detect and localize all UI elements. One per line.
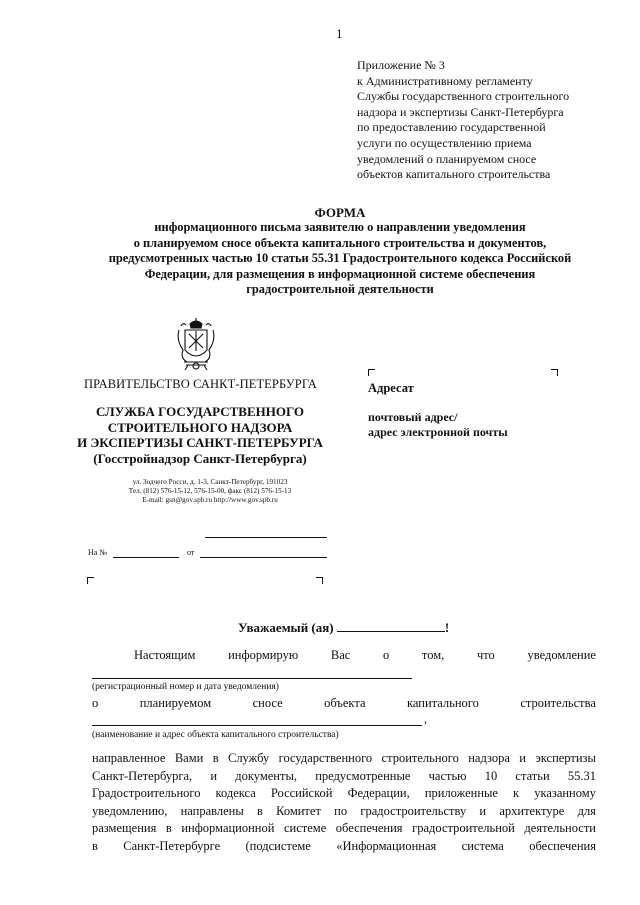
word: (подсистеме <box>245 838 311 853</box>
contact-email: E-mail: gsn@gov.spb.ru http://www.gov.spb.ru <box>142 496 278 504</box>
word: что <box>476 648 495 662</box>
word: документы, <box>235 768 297 783</box>
word: архитектуре <box>499 803 565 818</box>
number-label: На № <box>88 548 107 557</box>
corner-bracket <box>551 369 558 376</box>
word: надзора <box>468 751 510 765</box>
number-blank <box>113 557 179 558</box>
word: о <box>382 648 390 662</box>
word: Вами <box>174 751 204 765</box>
word: Санкт-Петербурге <box>123 838 221 853</box>
appendix-line: надзора и экспертизы Санкт-Петербурга <box>357 104 564 119</box>
word: размещения <box>92 821 157 836</box>
caption-object: (наименование и адрес объекта капитального строительства) <box>92 730 339 740</box>
from-label: от <box>187 548 195 557</box>
corner-bracket <box>87 577 94 584</box>
form-title-line: информационного письма заявителю о направлении уведомления <box>154 220 526 235</box>
word: 10 <box>484 768 498 783</box>
form-heading: ФОРМА <box>314 205 366 220</box>
appendix-line: по предоставлению государственной <box>357 120 546 135</box>
word: кодекса <box>215 786 256 801</box>
word: частью <box>428 768 467 783</box>
salutation-text: Уважаемый (ая) <box>238 620 334 635</box>
word: и <box>479 803 487 818</box>
word: планируемом <box>139 696 212 710</box>
word: градостроительной <box>412 821 515 836</box>
appendix-line: объектов капитального строительства <box>357 167 551 182</box>
paragraph-line <box>92 838 596 856</box>
word: Настоящим <box>134 648 196 662</box>
form-title-line: предусмотренных частью 10 статьи 55.31 Градостроительного кодекса Российской <box>108 251 572 266</box>
word: статьи <box>515 768 550 783</box>
form-title <box>60 205 620 297</box>
paragraph-line <box>92 768 596 786</box>
government-name: ПРАВИТЕЛЬСТВО САНКТ-ПЕТЕРБУРГА <box>84 377 317 391</box>
word: «Информационная <box>336 838 437 853</box>
appendix-line: услуги по осуществлению приема <box>357 135 532 150</box>
word: градостроительству <box>360 803 467 818</box>
word: Санкт-Петербурга, <box>92 768 193 783</box>
word: направлены <box>180 803 244 818</box>
word: строительного <box>381 751 459 765</box>
corner-bracket <box>368 369 375 376</box>
object-line-comma: , <box>424 712 428 726</box>
form-title-line: о планируемом сносе объекта капитального строительства и документов, <box>133 235 547 250</box>
contact-address: ул. Зодчего Росси, д. 1-3, Санкт-Петербург, 191023 <box>132 478 288 486</box>
service-line: И ЭКСПЕРТИЗЫ САНКТ-ПЕТЕРБУРГА <box>77 435 323 450</box>
word: к <box>513 786 520 801</box>
postal-address-label: почтовый адрес/ <box>368 410 458 424</box>
salutation <box>238 620 449 636</box>
caption-registration: (регистрационный номер и дата уведомления) <box>92 682 279 692</box>
word: направленное <box>92 751 166 765</box>
word: системе <box>283 821 327 836</box>
body-paragraph <box>92 750 596 856</box>
word: объекта <box>324 696 366 710</box>
word: информационной <box>181 821 275 836</box>
word: Службу <box>228 751 270 765</box>
paragraph-line <box>92 785 596 803</box>
word: указанному <box>534 786 596 801</box>
word: и <box>210 768 218 783</box>
st-petersburg-coat-of-arms-icon <box>176 318 216 372</box>
word: экспертизы <box>535 751 596 765</box>
registration-number-blank <box>92 678 412 679</box>
word: Федерации, <box>347 786 410 801</box>
page-number: 1 <box>336 26 343 41</box>
service-line: (Госстройнадзор Санкт-Петербурга) <box>93 450 307 466</box>
paragraph-line <box>92 750 596 768</box>
object-name-blank <box>92 725 422 726</box>
word: обеспечения <box>335 821 403 836</box>
word: в <box>212 751 219 765</box>
service-name <box>70 404 330 466</box>
word: деятельности <box>524 821 596 836</box>
word: в <box>92 838 98 853</box>
word: информирую <box>228 648 299 662</box>
salutation-exclamation: ! <box>444 620 450 635</box>
word: уведомлению, <box>92 803 168 818</box>
word: сносе <box>252 696 283 710</box>
appendix-line: уведомлений о планируемом сносе <box>357 151 537 166</box>
addressee-title: Адресат <box>368 381 414 395</box>
word: Комитет <box>276 803 321 818</box>
paragraph-line <box>92 803 596 821</box>
word: предусмотренные <box>315 768 411 783</box>
word: по <box>334 803 348 818</box>
service-line: СЛУЖБА ГОСУДАРСТВЕННОГО <box>95 404 305 419</box>
word: 55.31 <box>567 768 596 783</box>
form-title-line: градостроительной деятельности <box>246 282 434 297</box>
addressee-details <box>368 410 508 439</box>
appendix-line: Службы государственного строительного <box>357 89 570 104</box>
word: приложенные <box>424 786 498 801</box>
contact-phone: Тел. (812) 576-15-12, 576-15-00, факс (812) 576-15-13 <box>128 487 292 495</box>
registration-line-top <box>205 537 327 538</box>
appendix-block <box>357 58 617 183</box>
word: капитального <box>406 696 479 710</box>
body-line-2 <box>92 696 596 711</box>
word: Градостроительного <box>92 786 201 801</box>
word: и <box>519 751 526 765</box>
paragraph-line <box>92 820 596 838</box>
word: уведомление <box>527 648 596 662</box>
email-address-label: адрес электронной почты <box>368 424 508 439</box>
word: строительства <box>520 696 596 710</box>
service-line: СТРОИТЕЛЬНОГО НАДЗОРА <box>107 419 293 435</box>
word: Вас <box>330 648 351 662</box>
word: система <box>461 838 504 853</box>
word: государственного <box>278 751 373 765</box>
form-title-line: Федерации, для размещения в информационной системе обеспечения <box>144 266 536 281</box>
word: в <box>256 803 263 818</box>
word: о <box>92 696 99 710</box>
recipient-name-blank <box>337 620 445 632</box>
word: Российской <box>270 786 333 801</box>
appendix-line: Приложение № 3 <box>357 58 445 72</box>
date-blank <box>200 557 327 558</box>
contact-info <box>100 478 320 505</box>
body-line-1 <box>134 648 596 663</box>
word: в <box>165 821 172 836</box>
word: обеспечения <box>529 838 596 853</box>
appendix-line: к Административному регламенту <box>357 73 533 88</box>
corner-bracket <box>316 577 323 584</box>
word: том, <box>421 648 445 662</box>
word: для <box>577 803 596 818</box>
